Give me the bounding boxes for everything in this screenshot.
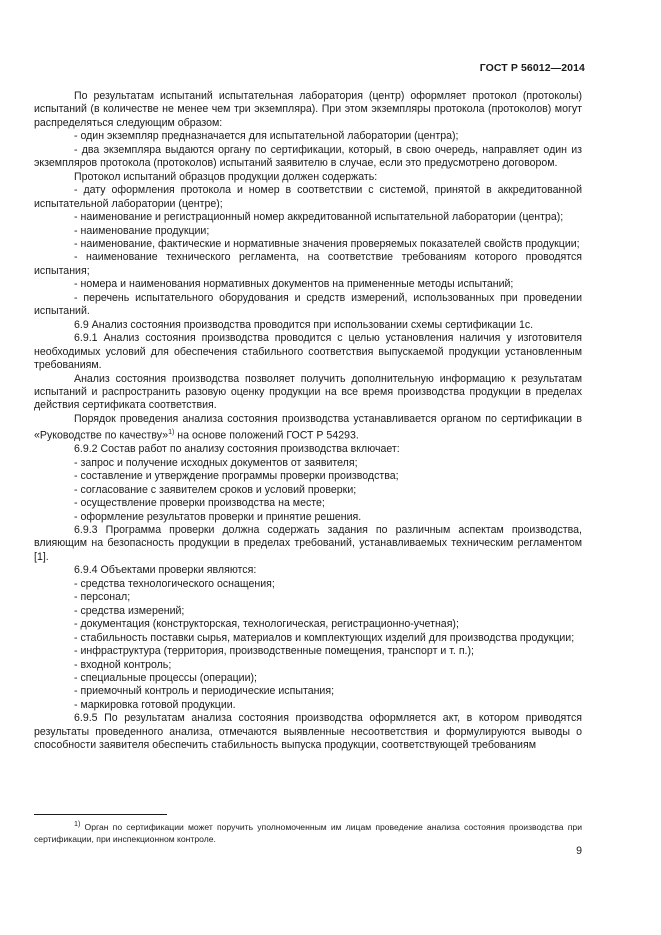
paragraph-text: По результатам испытаний испытательная лаборатория (центр) оформляет протокол (протоколы) испытаний (в количестве не менее чем три экземпляра). При этом экземпляры протокола (протоколов) могут распределяться следующим образом: [34, 90, 582, 129]
paragraph [34, 685, 582, 698]
paragraph-text: 6.9.2 Состав работ по анализу состояния производства включает: [74, 443, 400, 456]
paragraph [34, 373, 582, 413]
paragraph-text: - входной контроль; [74, 658, 172, 671]
paragraph [34, 130, 582, 143]
paragraph [34, 413, 582, 443]
paragraph-text: - специальные процессы (операции); [74, 672, 257, 685]
paragraph-text: 6.9 Анализ состояния производства проводится при использовании схемы сертификации 1с. [74, 318, 534, 331]
paragraph [34, 497, 582, 510]
footnote-marker: 1) [74, 820, 81, 828]
paragraph [34, 524, 582, 564]
footnote-text: Орган по сертификации может поручить уполномоченным им лицам проведение анализа состояния производства при сертификации, при инспекционном контроле. [34, 821, 582, 845]
paragraph-text: - согласование с заявителем сроков и условий проверки; [74, 483, 357, 496]
paragraph-text: - перечень испытательного оборудования и средств измерений, использованных при проведении испытаний. [34, 291, 582, 318]
paragraph [34, 90, 582, 130]
paragraph [34, 470, 582, 483]
paragraph [34, 144, 582, 171]
paragraph [34, 184, 582, 211]
paragraph [34, 564, 582, 577]
paragraph [34, 211, 582, 224]
paragraph-text: - наименование, фактические и нормативные значения проверяемых показателей свойств продукции; [74, 237, 580, 250]
body-text [34, 90, 582, 753]
paragraph [34, 618, 582, 631]
paragraph-text: - маркировка готовой продукции. [74, 698, 236, 711]
paragraph-text: 6.9.4 Объектами проверки являются: [74, 564, 257, 577]
paragraph-text: - средства измерений; [74, 604, 185, 617]
paragraph [34, 225, 582, 238]
paragraph-text: - оформление результатов проверки и принятие решения. [74, 510, 362, 523]
paragraph [34, 659, 582, 672]
paragraph-text: - наименование и регистрационный номер аккредитованной испытательной лаборатории (центра); [74, 211, 564, 224]
paragraph-text: 6.9.1 Анализ состояния производства проводится с целью установления наличия у изготовителя необходимых условий для обеспечения стабильного соответствия выпускаемой продукции установленным требованиям. [34, 332, 582, 372]
paragraph-text: - стабильность поставки сырья, материалов и комплектующих изделий для производства продукции; [74, 631, 575, 644]
paragraph [34, 278, 582, 291]
footnote-reference: 1) [168, 429, 175, 437]
paragraph [34, 171, 582, 184]
paragraph-text: - наименование технического регламента, на соответствие требованиям которого проводятся испытания; [34, 251, 582, 277]
paragraph [34, 457, 582, 470]
paragraph [34, 443, 582, 456]
paragraph [34, 578, 582, 591]
paragraph-text: 6.9.3 Программа проверки должна содержать задания по различным аспектам производства, влияющим на безопасность продукции в пределах требований, устанавливаемых техническим регламентом [1]. [34, 524, 582, 563]
paragraph-text: Протокол испытаний образцов продукции должен содержать: [74, 170, 378, 183]
paragraph-text: - документация (конструкторская, технологическая, регистрационно-учетная); [74, 618, 459, 631]
paragraph-text: - номера и наименования нормативных документов на примененные методы испытаний; [74, 278, 514, 291]
page-number: 9 [576, 845, 582, 857]
paragraph [34, 605, 582, 618]
paragraph [34, 712, 582, 752]
paragraph [34, 251, 582, 278]
standard-designation: ГОСТ Р 56012—2014 [479, 62, 585, 74]
footnote-separator [34, 814, 167, 815]
paragraph-text: Порядок проведения анализа состояния производства устанавливается органом по сертификации в «Руководстве по качеству» [34, 412, 582, 442]
paragraph [34, 591, 582, 604]
paragraph-text: - один экземпляр предназначается для испытательной лаборатории (центра); [74, 130, 459, 143]
paragraph [34, 632, 582, 645]
paragraph [34, 645, 582, 658]
paragraph-text: - составление и утверждение программы проверки производства; [74, 470, 399, 483]
paragraph-text-continued: на основе положений ГОСТ Р 54293. [174, 429, 359, 442]
paragraph-text: - осуществление проверки производства на месте; [74, 497, 325, 510]
paragraph-text: 6.9.5 По результатам анализа состояния производства оформляется акт, в котором приводятся результаты проведенного анализа, отмечаются выявленные несоответствия и формулируются выводы о способности заявителя обеспечить стабильность выпуска продукции, соответствующей требованиям [34, 712, 582, 752]
paragraph-text: - средства технологического оснащения; [74, 577, 275, 590]
paragraph [34, 319, 582, 332]
paragraph [34, 699, 582, 712]
paragraph [34, 292, 582, 319]
paragraph-text: - запрос и получение исходных документов от заявителя; [74, 456, 358, 469]
paragraph-text: - наименование продукции; [74, 224, 210, 237]
paragraph-text: Анализ состояния производства позволяет получить дополнительную информацию к результатам испытаний и распространить разовую оценку продукции на все время производства продукции в пределах действия сертификата соответствия. [34, 372, 582, 412]
footnote [34, 818, 582, 845]
paragraph-text: - дату оформления протокола и номер в соответствии с системой, принятой в аккредитованной испытательной лаборатории (центре); [34, 184, 582, 210]
paragraph [34, 484, 582, 497]
paragraph [34, 238, 582, 251]
paragraph-text: - два экземпляра выдаются органу по сертификации, который, в свою очередь, направляет один из экземпляров протокола (протоколов) испытаний заявителю в случае, если это предусмотрено договором. [34, 143, 582, 170]
paragraph [34, 672, 582, 685]
paragraph-text: - приемочный контроль и периодические испытания; [74, 685, 335, 698]
paragraph-text: - персонал; [74, 591, 131, 604]
paragraph [34, 511, 582, 524]
paragraph [34, 332, 582, 372]
paragraph-text: - инфраструктура (территория, производственные помещения, транспорт и т. п.); [74, 645, 474, 658]
